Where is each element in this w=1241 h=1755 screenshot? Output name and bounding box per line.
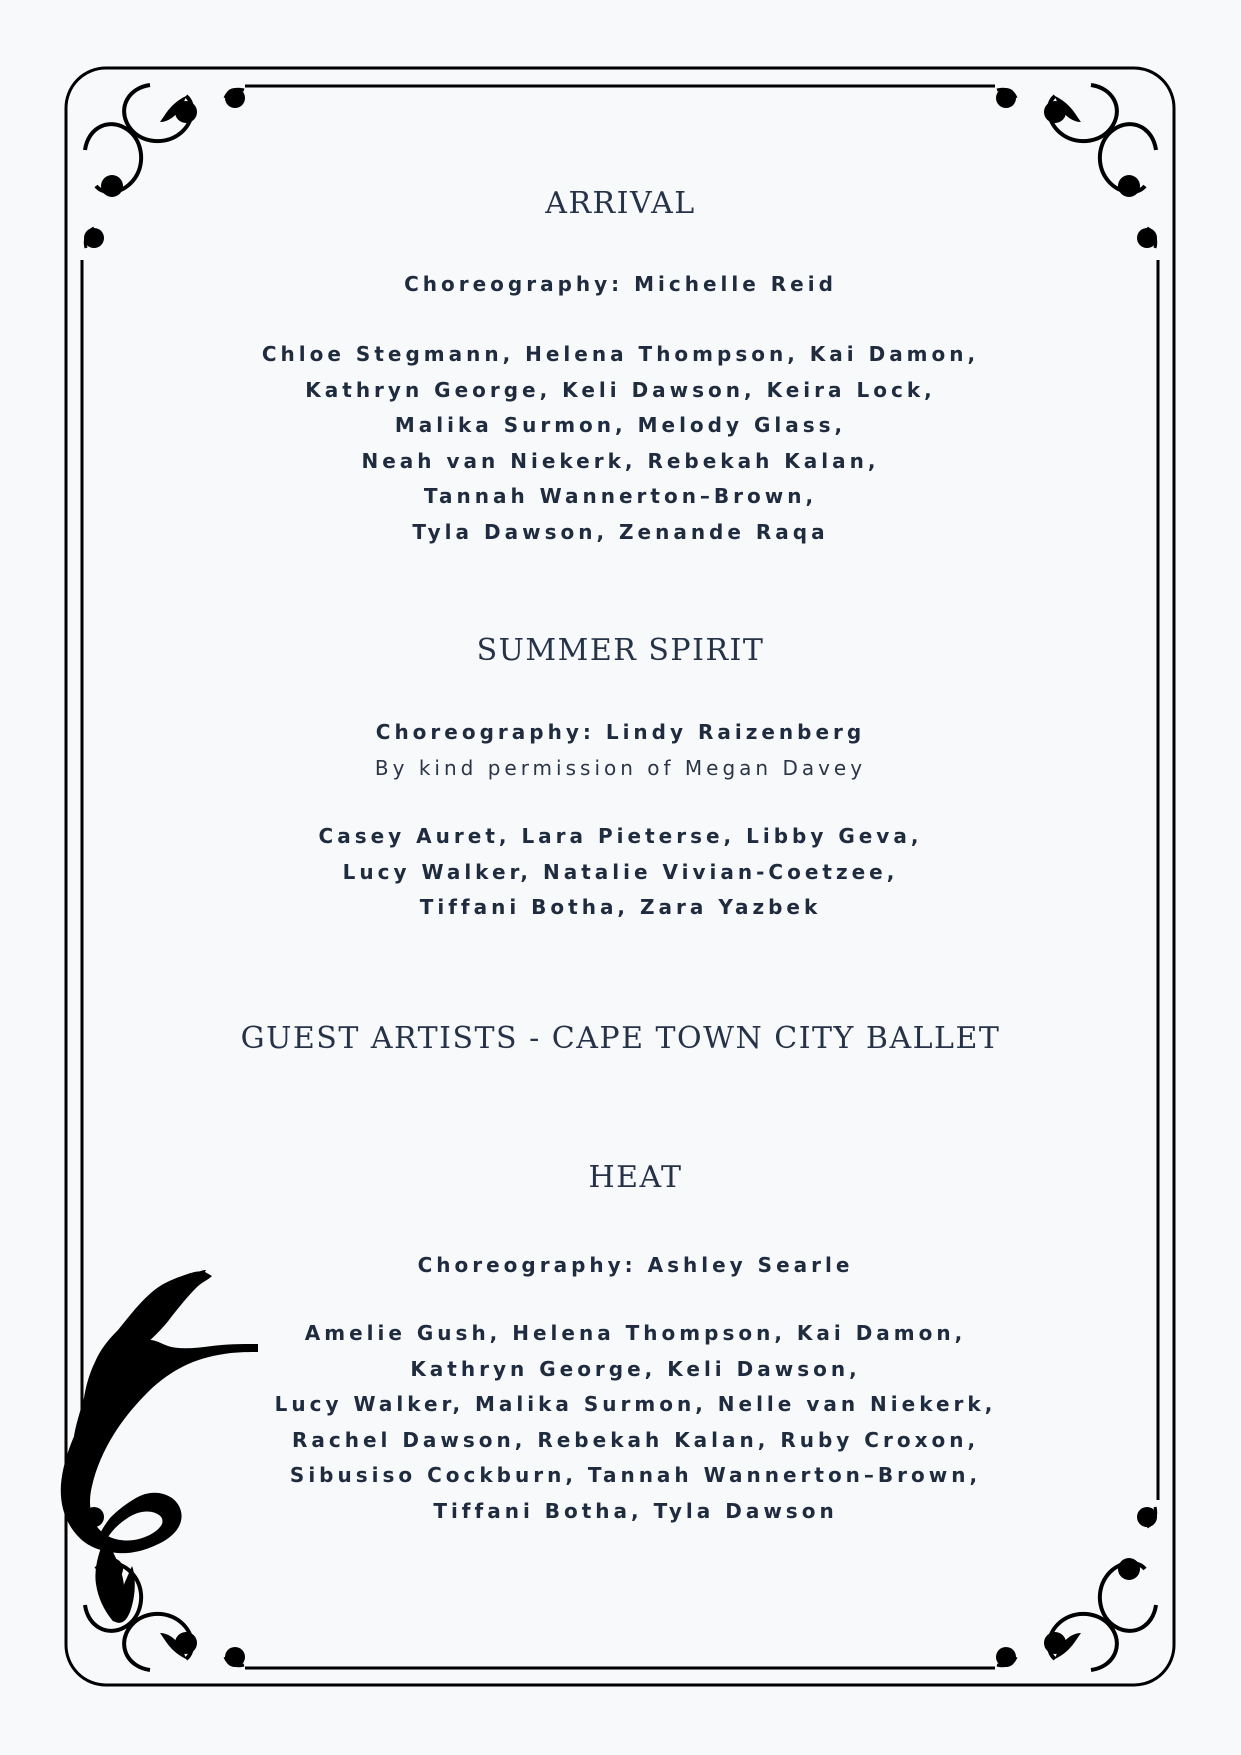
cast-line: Kathryn George, Keli Dawson, [410, 1356, 861, 1381]
cast-list-arrival [0, 337, 1241, 550]
choreography-credit-heat: Choreography: Ashley Searle [417, 1253, 854, 1277]
cast-line: Malika Surmon, Melody Glass, [394, 413, 847, 437]
section-title-heat: HEAT [588, 1160, 683, 1195]
cast-line: Chloe Stegmann, Helena Thompson, Kai Damon, [261, 342, 980, 366]
choreography-credit-summer-spirit: Choreography: Lindy Raizenberg [375, 720, 866, 744]
cast-line: Kathryn George, Keli Dawson, Keira Lock, [305, 377, 936, 402]
cast-line: Lucy Walker, Natalie Vivian-Coetzee, [342, 859, 899, 884]
cast-line: Tyla Dawson, Zenande Raqa [412, 519, 829, 544]
cast-line: Neah van Niekerk, Rebekah Kalan, [361, 448, 880, 473]
cast-list-summer-spirit [0, 819, 1241, 926]
section-title-arrival: ARRIVAL [545, 186, 696, 221]
cast-line: Lucy Walker, Malika Surmon, Nelle van Niekerk, [274, 1392, 997, 1416]
cast-line: Tiffani Botha, Zara Yazbek [419, 895, 822, 919]
permission-note: By kind permission of Megan Davey [374, 756, 867, 780]
corner-ornament-top-left [84, 85, 245, 248]
section-title-summer-spirit: SUMMER SPIRIT [476, 633, 765, 668]
cast-line: Casey Auret, Lara Pieterse, Libby Geva, [318, 824, 923, 848]
cast-line: Tannah Wannerton–Brown, [423, 484, 818, 508]
cast-line: Rachel Dawson, Rebekah Kalan, Ruby Croxon, [291, 1427, 980, 1452]
cast-line: Tiffani Botha, Tyla Dawson [433, 1498, 838, 1523]
choreography-credit-arrival: Choreography: Michelle Reid [404, 272, 837, 296]
cast-list-heat [0, 1316, 1241, 1529]
cast-line: Sibusiso Cockburn, Tannah Wannerton–Brown, [289, 1463, 982, 1487]
cast-line: Amelie Gush, Helena Thompson, Kai Damon, [304, 1321, 967, 1345]
section-title-guest-artists: GUEST ARTISTS - CAPE TOWN CITY BALLET [240, 1021, 1001, 1056]
